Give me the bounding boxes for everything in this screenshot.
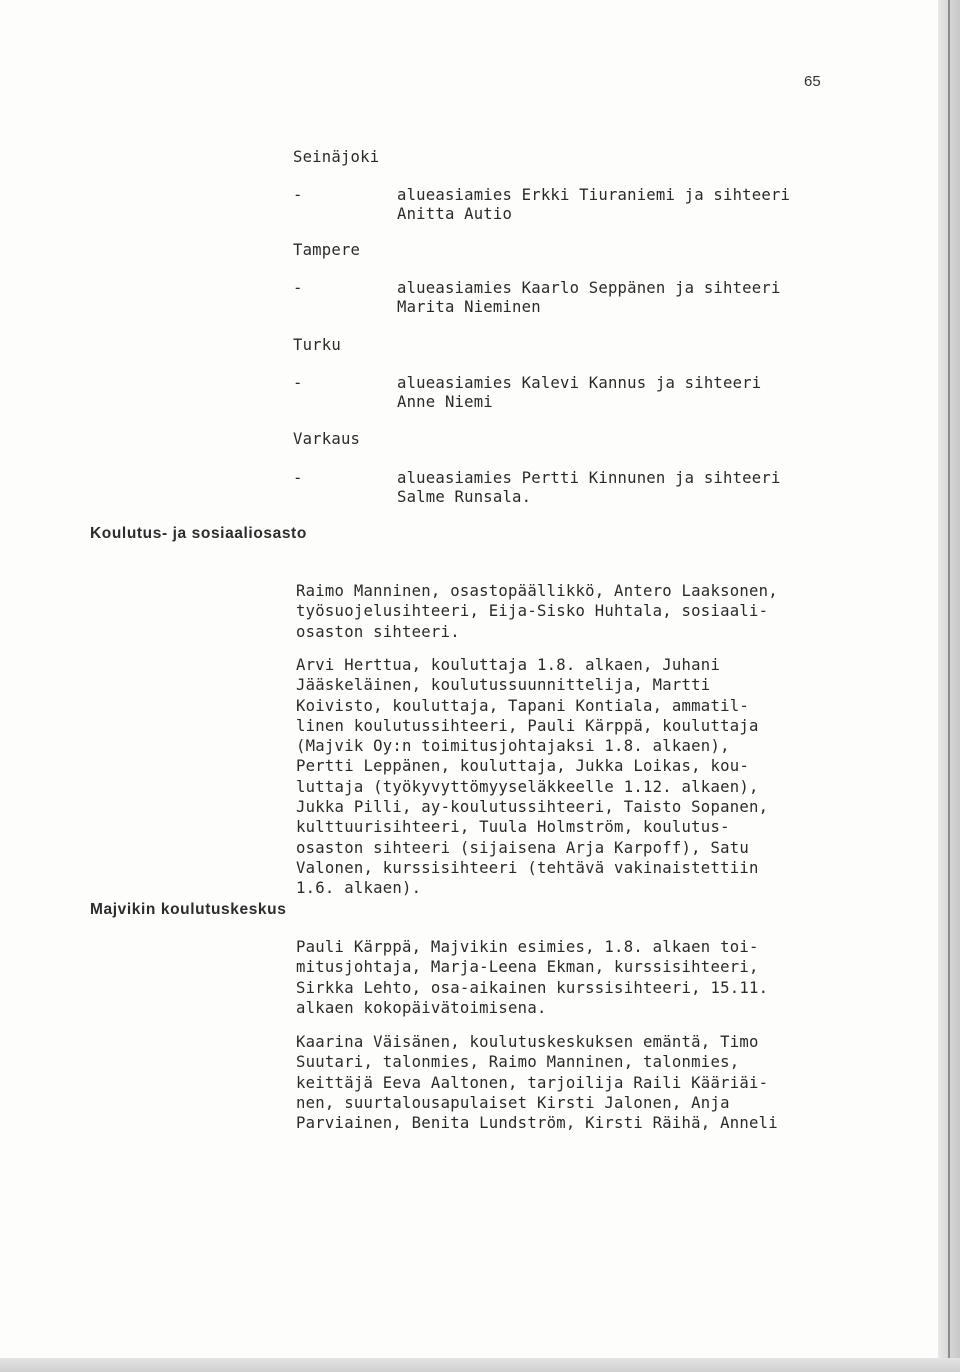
region-line: Anitta Autio	[397, 205, 513, 223]
majvik-paragraph-1	[296, 937, 768, 1018]
region-dash: -	[293, 374, 303, 392]
page-edge-line	[948, 0, 950, 1372]
text-line: keittäjä Eeva Aaltonen, tarjoilija Raili Kääriäi-	[296, 1073, 769, 1092]
region-name-turku: Turku	[293, 336, 341, 354]
region-dash: -	[293, 186, 303, 204]
region-line: alueasiamies Pertti Kinnunen ja sihteeri	[397, 469, 781, 487]
text-line: Jukka Pilli, ay-koulutussihteeri, Taisto Sopanen,	[296, 798, 769, 817]
region-line: Anne Niemi	[397, 393, 493, 411]
region-name-seinajoki: Seinäjoki	[293, 148, 380, 166]
text-line: (Majvik Oy:n toimitusjohtajaksi 1.8. alkaen),	[296, 737, 730, 756]
text-line: osaston sihteeri (sijaisena Arja Karpoff), Satu	[296, 838, 749, 857]
majvik-paragraph-2	[296, 1032, 778, 1133]
koulutus-paragraph-2	[296, 655, 768, 899]
text-line: Valonen, kurssisihteeri (tehtävä vakinaistettiin	[296, 858, 759, 877]
koulutus-paragraph-1	[296, 581, 778, 642]
text-line: Sirkka Lehto, osa-aikainen kurssisihteeri, 15.11.	[296, 978, 769, 997]
text-line: mitusjohtaja, Marja-Leena Ekman, kurssisihteeri,	[296, 958, 759, 977]
text-line: Jääskeläinen, koulutussuunnittelija, Martti	[296, 676, 711, 695]
section-heading-koulutus: Koulutus- ja sosiaaliosasto	[90, 525, 307, 542]
text-line: Koivisto, kouluttaja, Tapani Kontiala, ammatil-	[296, 696, 749, 715]
text-line: alkaen kokopäivätoimisena.	[296, 998, 547, 1017]
region-name-varkaus: Varkaus	[293, 430, 361, 448]
region-dash: -	[293, 279, 303, 297]
page-number: 65	[804, 73, 821, 90]
region-name-tampere: Tampere	[293, 241, 361, 259]
region-line: Marita Nieminen	[397, 298, 541, 316]
region-line: alueasiamies Erkki Tiuraniemi ja sihteeri	[397, 186, 791, 204]
text-line: Parviainen, Benita Lundström, Kirsti Räihä, Anneli	[296, 1114, 778, 1133]
text-line: Pertti Leppänen, kouluttaja, Jukka Loikas, kou-	[296, 757, 749, 776]
text-line: 1.6. alkaen).	[296, 879, 422, 898]
text-line: Kaarina Väisänen, koulutuskeskuksen emäntä, Timo	[296, 1033, 759, 1051]
text-line: kulttuurisihteeri, Tuula Holmström, koulutus-	[296, 818, 730, 837]
text-line: työsuojelusihteeri, Eija-Sisko Huhtala, sosiaali-	[296, 602, 769, 621]
text-line: osaston sihteeri.	[296, 622, 460, 641]
text-line: Raimo Manninen, osastopäällikkö, Antero Laaksonen,	[296, 582, 778, 600]
page-edge-bottom	[0, 1358, 960, 1372]
text-line: linen koulutussihteeri, Pauli Kärppä, kouluttaja	[296, 716, 759, 735]
text-line: Pauli Kärppä, Majvikin esimies, 1.8. alkaen toi-	[296, 938, 759, 956]
section-heading-majvik: Majvikin koulutuskeskus	[90, 901, 287, 918]
region-line: alueasiamies Kaarlo Seppänen ja sihteeri	[397, 279, 781, 297]
region-line: alueasiamies Kalevi Kannus ja sihteeri	[397, 374, 762, 392]
text-line: luttaja (työkyvyttömyyseläkkeelle 1.12. alkaen),	[296, 777, 759, 796]
text-line: Suutari, talonmies, Raimo Manninen, talonmies,	[296, 1053, 740, 1072]
region-dash: -	[293, 469, 303, 487]
text-line: Arvi Herttua, kouluttaja 1.8. alkaen, Juhani	[296, 656, 721, 674]
text-line: nen, suurtalousapulaiset Kirsti Jalonen, Anja	[296, 1093, 730, 1112]
region-line: Salme Runsala.	[397, 488, 532, 506]
